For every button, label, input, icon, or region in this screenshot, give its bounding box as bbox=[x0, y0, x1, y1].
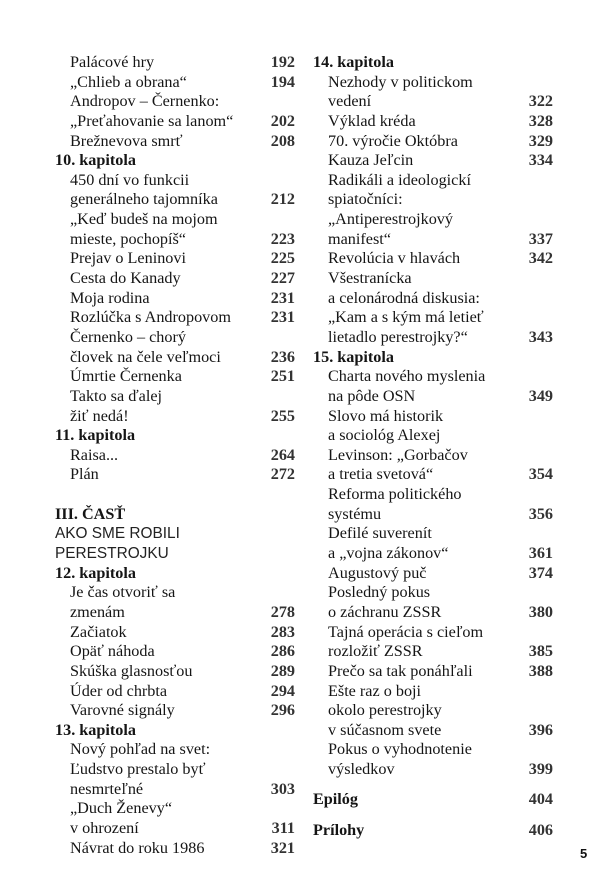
toc-entry bbox=[313, 662, 553, 682]
toc-entry-title: Prejav o Leninovi bbox=[70, 249, 186, 268]
toc-entry-title: Defilé suverenít bbox=[328, 524, 432, 543]
toc-entry-title: Nezhody v politickom bbox=[328, 72, 473, 91]
chapter-heading bbox=[55, 564, 295, 584]
toc-entry-title: v súčasnom svete bbox=[328, 720, 442, 739]
toc-entry-page: 212 bbox=[270, 190, 295, 209]
toc-entry-title: Levinson: „Gorbačov bbox=[328, 445, 468, 464]
toc-entry-title: Moja rodina bbox=[70, 288, 150, 307]
toc-entry-page: 322 bbox=[528, 92, 553, 111]
toc-entry-title: Varovné signály bbox=[70, 701, 175, 720]
toc-entry-page: 278 bbox=[270, 602, 295, 621]
toc-entry-title: „Preťahovanie sa lanom“ bbox=[70, 111, 234, 130]
chapter-heading bbox=[55, 721, 295, 741]
toc-entry-title: na pôde OSN bbox=[328, 386, 416, 405]
toc-entry-title: Prílohy bbox=[313, 821, 365, 840]
toc-entry bbox=[55, 780, 295, 800]
chapter-heading bbox=[313, 348, 553, 368]
toc-entry-page: 356 bbox=[528, 504, 553, 523]
toc-entry-page: 289 bbox=[270, 661, 295, 680]
toc-entry-title: Černenko – chorý bbox=[70, 327, 186, 346]
toc-entry-page: 329 bbox=[528, 131, 553, 150]
toc-entry-title: Výklad kréda bbox=[328, 111, 416, 130]
toc-entry-title: Všestranícka bbox=[328, 269, 412, 288]
chapter-heading bbox=[313, 53, 553, 73]
toc-entry-page: 286 bbox=[270, 642, 295, 661]
toc-entry bbox=[55, 249, 295, 269]
toc-entry-title: Augustový puč bbox=[328, 563, 427, 582]
toc-entry bbox=[55, 190, 295, 210]
toc-entry-page: 380 bbox=[528, 602, 553, 621]
toc-entry-page: 231 bbox=[270, 308, 295, 327]
toc-entry-page: 388 bbox=[528, 661, 553, 680]
toc-entry-title: Návrat do roku 1986 bbox=[70, 838, 205, 857]
toc-entry-title: lietadlo perestrojky?“ bbox=[328, 327, 468, 346]
toc-entry bbox=[55, 210, 295, 230]
toc-entry-title: Posledný pokus bbox=[328, 583, 431, 602]
toc-entry bbox=[55, 53, 295, 73]
toc-entry-page: 399 bbox=[528, 760, 553, 779]
toc-entry-title: 450 dní vo funkcii bbox=[70, 170, 190, 189]
toc-entry-title: 11. kapitola bbox=[55, 426, 136, 445]
toc-entry bbox=[313, 132, 553, 152]
toc-entry-page: 294 bbox=[270, 681, 295, 700]
toc-left-column bbox=[55, 53, 295, 858]
toc-entry-page: 231 bbox=[270, 288, 295, 307]
toc-entry bbox=[55, 682, 295, 702]
toc-entry-title: Andropov – Černenko: bbox=[70, 92, 220, 111]
toc-entry-page: 385 bbox=[528, 642, 553, 661]
toc-entry-title: výsledkov bbox=[328, 760, 395, 779]
toc-entry-title: a „vojna zákonov“ bbox=[328, 544, 449, 563]
toc-entry bbox=[313, 544, 553, 564]
toc-entry bbox=[55, 328, 295, 348]
toc-entry-page: 283 bbox=[270, 622, 295, 641]
toc-entry-page: 272 bbox=[270, 465, 295, 484]
toc-entry-title: 12. kapitola bbox=[55, 563, 136, 582]
toc-entry-title: Slovo má historik bbox=[328, 406, 444, 425]
toc-entry-page: 296 bbox=[270, 701, 295, 720]
toc-entry-title: „Keď budeš na mojom bbox=[70, 210, 218, 229]
toc-entry-title: Brežnevova smrť bbox=[70, 131, 183, 150]
toc-entry-title: Cesta do Kanady bbox=[70, 269, 181, 288]
toc-entry bbox=[55, 583, 295, 603]
toc-entry bbox=[313, 505, 553, 525]
toc-entry-title: 14. kapitola bbox=[313, 53, 394, 71]
toc-entry bbox=[55, 407, 295, 427]
toc-entry-title: Plán bbox=[70, 465, 99, 484]
toc-entry-title: mieste, pochopíš“ bbox=[70, 229, 186, 248]
toc-entry bbox=[55, 230, 295, 250]
toc-entry-title: žiť nedá! bbox=[70, 406, 129, 425]
toc-entry bbox=[55, 387, 295, 407]
part-subtitle bbox=[55, 524, 295, 544]
toc-entry bbox=[313, 249, 553, 269]
toc-entry bbox=[313, 269, 553, 289]
toc-entry-page: 349 bbox=[528, 386, 553, 405]
toc-entry-title: Raisa... bbox=[70, 445, 119, 464]
toc-entry bbox=[313, 642, 553, 662]
toc-entry-page: 227 bbox=[270, 269, 295, 288]
toc-entry-title: III. ČASŤ bbox=[55, 504, 126, 523]
toc-entry-page: 321 bbox=[270, 838, 295, 857]
toc-entry-page: 223 bbox=[270, 229, 295, 248]
toc-entry bbox=[313, 289, 553, 309]
toc-entry-title: Rozlúčka s Andropovom bbox=[70, 308, 231, 327]
toc-entry bbox=[55, 760, 295, 780]
toc-entry bbox=[313, 485, 553, 505]
toc-entry bbox=[313, 740, 553, 760]
toc-entry bbox=[313, 171, 553, 191]
toc-entry-title: AKO SME ROBILI bbox=[55, 525, 180, 543]
toc-entry bbox=[55, 465, 295, 485]
toc-entry-page: 251 bbox=[270, 367, 295, 386]
toc-entry bbox=[313, 367, 553, 387]
toc-entry-page: 255 bbox=[270, 406, 295, 425]
toc-entry-page: 202 bbox=[270, 111, 295, 130]
toc-entry bbox=[55, 446, 295, 466]
toc-entry-page: 354 bbox=[528, 465, 553, 484]
toc-entry-title: Tajná operácia s cieľom bbox=[328, 622, 484, 641]
toc-entry-page: 192 bbox=[270, 53, 295, 71]
toc-entry-title: 15. kapitola bbox=[313, 347, 394, 366]
toc-entry bbox=[313, 112, 553, 132]
toc-entry-page: 264 bbox=[270, 445, 295, 464]
spacer bbox=[313, 809, 553, 821]
chapter-heading bbox=[313, 821, 553, 841]
toc-entry bbox=[313, 407, 553, 427]
toc-entry-title: Je čas otvoriť sa bbox=[70, 583, 176, 602]
toc-entry-title: v ohrození bbox=[70, 818, 139, 837]
toc-entry-title: Prečo sa tak ponáhľali bbox=[328, 661, 473, 680]
toc-entry bbox=[313, 73, 553, 93]
toc-entry-page: 194 bbox=[270, 72, 295, 91]
toc-entry-title: „Chlieb a obrana“ bbox=[70, 72, 187, 91]
toc-entry-title: 13. kapitola bbox=[55, 720, 136, 739]
toc-entry-title: Ľudstvo prestalo byť bbox=[70, 760, 206, 779]
toc-entry-page: 334 bbox=[528, 151, 553, 170]
toc-entry-title: Radikáli a ideologickí bbox=[328, 170, 471, 189]
toc-entry bbox=[313, 426, 553, 446]
toc-entry-page: 361 bbox=[528, 544, 553, 563]
toc-entry-title: Nový pohľad na svet: bbox=[70, 740, 211, 759]
toc-entry bbox=[313, 524, 553, 544]
toc-entry bbox=[55, 367, 295, 387]
toc-entry-page: 374 bbox=[528, 563, 553, 582]
toc-entry-title: PERESTROJKU bbox=[55, 545, 169, 563]
toc-entry-page: 337 bbox=[528, 229, 553, 248]
toc-entry bbox=[313, 92, 553, 112]
toc-entry bbox=[55, 171, 295, 191]
part-subtitle bbox=[55, 544, 295, 564]
toc-entry-page: 404 bbox=[528, 789, 553, 808]
toc-entry-page: 303 bbox=[270, 779, 295, 798]
toc-entry-title: Začiatok bbox=[70, 622, 127, 641]
toc-entry bbox=[313, 230, 553, 250]
toc-entry-title: Úder od chrbta bbox=[70, 681, 168, 700]
toc-entry-page: 396 bbox=[528, 720, 553, 739]
toc-entry bbox=[313, 564, 553, 584]
toc-entry-title: Epilóg bbox=[313, 789, 358, 808]
toc-entry bbox=[55, 308, 295, 328]
toc-entry bbox=[55, 839, 295, 859]
toc-entry bbox=[55, 92, 295, 112]
toc-entry-title: Úmrtie Černenka bbox=[70, 367, 182, 386]
toc-entry-page: 311 bbox=[271, 818, 295, 837]
toc-entry-title: a celonárodná diskusia: bbox=[328, 288, 480, 307]
toc-entry-title: nesmrteľné bbox=[70, 779, 144, 798]
toc-entry bbox=[55, 112, 295, 132]
toc-entry-title: o záchranu ZSSR bbox=[328, 602, 442, 621]
toc-entry bbox=[55, 289, 295, 309]
toc-entry bbox=[313, 210, 553, 230]
toc-entry-title: „Kam a s kým má letieť bbox=[328, 308, 484, 327]
chapter-heading bbox=[55, 151, 295, 171]
toc-entry-title: 70. výročie Októbra bbox=[328, 131, 458, 150]
toc-entry-title: rozložiť ZSSR bbox=[328, 642, 423, 661]
toc-entry-title: Takto sa ďalej bbox=[70, 386, 163, 405]
toc-entry-page: 343 bbox=[528, 327, 553, 346]
toc-entry bbox=[313, 623, 553, 643]
toc-entry-title: systému bbox=[328, 504, 382, 523]
toc-entry bbox=[313, 151, 553, 171]
toc-entry-title: Reforma politického bbox=[328, 485, 462, 504]
toc-entry bbox=[313, 682, 553, 702]
toc-entry-title: generálneho tajomníka bbox=[70, 190, 218, 209]
toc-entry bbox=[55, 701, 295, 721]
toc-entry bbox=[313, 328, 553, 348]
toc-entry-title: Kauza Jeľcin bbox=[328, 151, 414, 170]
toc-entry bbox=[55, 603, 295, 623]
part-heading bbox=[55, 505, 295, 525]
toc-entry bbox=[313, 465, 553, 485]
toc-entry-title: 10. kapitola bbox=[55, 151, 136, 170]
toc-entry bbox=[55, 819, 295, 839]
toc-entry-title: manifest“ bbox=[328, 229, 391, 248]
toc-entry-page: 406 bbox=[528, 821, 553, 840]
toc-entry-title: človek na čele veľmoci bbox=[70, 347, 221, 366]
page-number: 5 bbox=[580, 846, 588, 861]
toc-entry-title: Revolúcia v hlavách bbox=[328, 249, 461, 268]
chapter-heading bbox=[55, 426, 295, 446]
toc-entry bbox=[313, 701, 553, 721]
toc-entry-title: Pokus o vyhodnotenie bbox=[328, 740, 472, 759]
toc-entry-title: a sociológ Alexej bbox=[328, 426, 441, 445]
toc-entry-title: okolo perestrojky bbox=[328, 701, 442, 720]
toc-entry-title: a tretia svetová“ bbox=[328, 465, 434, 484]
toc-entry bbox=[55, 269, 295, 289]
toc-entry bbox=[55, 348, 295, 368]
toc-entry-title: zmenám bbox=[70, 602, 125, 621]
toc-entry bbox=[55, 799, 295, 819]
toc-right-column bbox=[313, 53, 553, 841]
toc-entry bbox=[313, 387, 553, 407]
toc-entry-title: vedení bbox=[328, 92, 372, 111]
toc-entry bbox=[313, 721, 553, 741]
toc-entry-page: 328 bbox=[528, 111, 553, 130]
toc-entry bbox=[55, 740, 295, 760]
toc-entry bbox=[55, 662, 295, 682]
toc-entry bbox=[55, 132, 295, 152]
toc-entry-title: Palácové hry bbox=[70, 53, 155, 71]
spacer bbox=[55, 485, 295, 505]
spacer bbox=[313, 780, 553, 790]
toc-entry-title: Charta nového myslenia bbox=[328, 367, 486, 386]
toc-entry-title: Ešte raz o boji bbox=[328, 681, 422, 700]
toc-entry bbox=[55, 642, 295, 662]
toc-entry bbox=[313, 190, 553, 210]
toc-entry bbox=[55, 73, 295, 93]
toc-entry-page: 236 bbox=[270, 347, 295, 366]
toc-entry-page: 342 bbox=[528, 249, 553, 268]
toc-entry-title: „Antiperestrojkový bbox=[328, 210, 453, 229]
toc-entry-title: „Duch Ženevy“ bbox=[70, 799, 173, 818]
toc-entry-page: 225 bbox=[270, 249, 295, 268]
chapter-heading bbox=[313, 790, 553, 810]
toc-entry bbox=[313, 446, 553, 466]
toc-entry-title: Skúška glasnosťou bbox=[70, 661, 193, 680]
toc-entry bbox=[313, 760, 553, 780]
toc-entry-page: 208 bbox=[270, 131, 295, 150]
toc-entry bbox=[55, 623, 295, 643]
toc-entry bbox=[313, 308, 553, 328]
toc-entry-title: Opäť náhoda bbox=[70, 642, 155, 661]
toc-entry bbox=[313, 603, 553, 623]
toc-entry-title: spiatočníci: bbox=[328, 190, 403, 209]
toc-entry bbox=[313, 583, 553, 603]
